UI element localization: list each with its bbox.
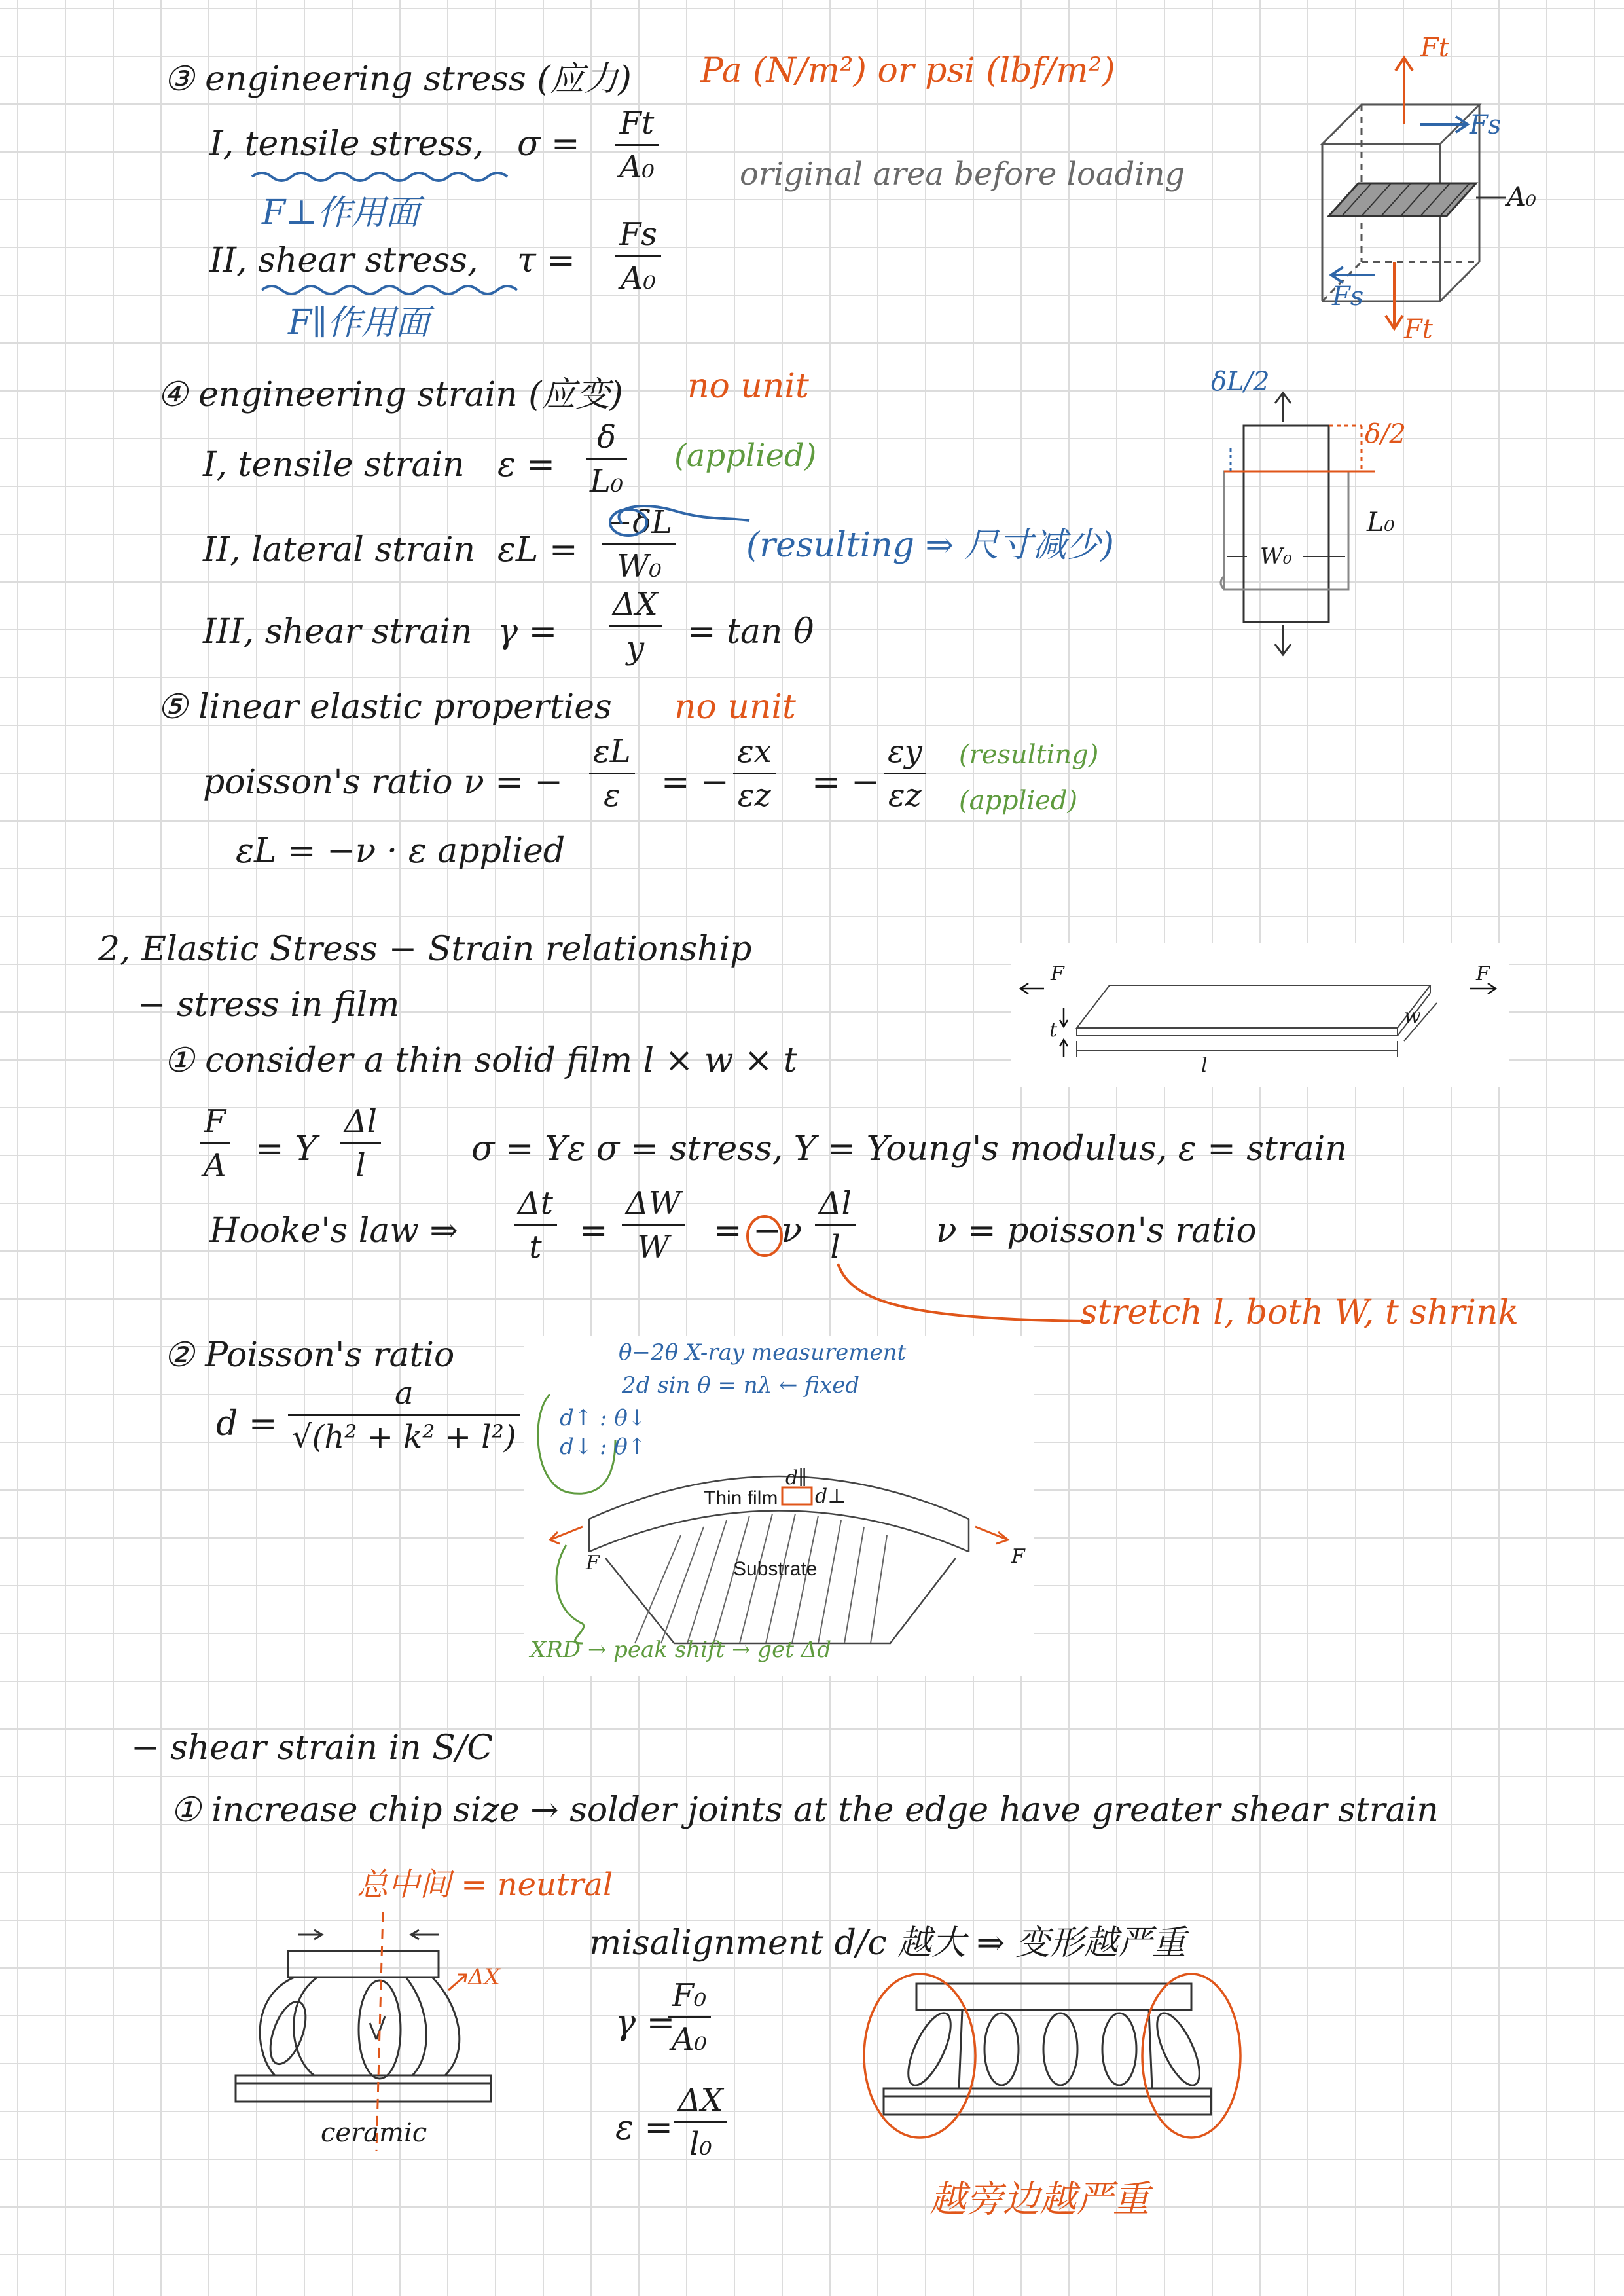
sec4-tensile-note: (applied) xyxy=(674,437,817,474)
sec3-tensile-zh: F⊥作用面 xyxy=(262,193,420,232)
part2-h-eq1: = xyxy=(579,1211,608,1250)
sec5-relation: εL = −ν · ε applied xyxy=(236,831,566,871)
fraction-denominator: L₀ xyxy=(586,458,627,500)
sec3-shear-eq: τ = xyxy=(517,241,575,280)
sec4-tensile-fraction xyxy=(586,419,627,500)
part2-dW-fraction xyxy=(622,1185,685,1266)
sc-item1: ① increase chip size → solder joints at the edge have greater shear strain xyxy=(170,1791,1439,1830)
fraction-denominator: A xyxy=(200,1142,230,1184)
fraction-numerator: εx xyxy=(737,733,772,770)
sc-neutral-note: 总中间 = neutral xyxy=(357,1867,613,1903)
orange-annotation-curve xyxy=(740,1205,1093,1336)
sec3-shear-label: II, shear stress, xyxy=(209,241,478,280)
sec3-units: Pa (N/m²) or psi (lbf/m²) xyxy=(700,51,1115,90)
rod-L0-label: L₀ xyxy=(1367,507,1395,538)
xrd-film-figure xyxy=(524,1336,1034,1676)
solder-joint-sketch xyxy=(223,1899,517,2160)
fraction-denominator: t xyxy=(514,1224,557,1266)
sec3-shear-zh: F∥作用面 xyxy=(288,303,430,342)
part2-stretch-note: stretch l, both W, t shrink xyxy=(1080,1293,1519,1332)
sec4-heading: ④ engineering strain (应变) xyxy=(157,375,623,414)
fraction-numerator: Fs xyxy=(619,216,657,253)
fraction-denominator: y xyxy=(609,625,662,666)
xrd-d-perp: d⊥ xyxy=(815,1485,846,1508)
cube-Ft-bottom: Ft xyxy=(1404,314,1433,344)
sec4-tensile-eq: ε = xyxy=(497,445,556,484)
fraction-numerator: Δt xyxy=(518,1185,553,1222)
fraction-denominator: W xyxy=(622,1224,685,1266)
part2-sigma-def: σ = Yε σ = stress, Y = Young's modulus, ε = strain xyxy=(471,1129,1347,1169)
xrd-F-left: F xyxy=(586,1552,600,1575)
sec4-shear-eq: γ = xyxy=(497,612,558,651)
blue-loop-mark xyxy=(602,501,753,547)
fraction-numerator: ΔX xyxy=(678,2082,723,2119)
xrd-substrate-label: Substrate xyxy=(733,1558,818,1580)
rod-dL-label: δL/2 xyxy=(1211,367,1270,397)
fraction-numerator: a xyxy=(394,1375,414,1412)
sec3-heading: ③ engineering stress (应力) xyxy=(164,60,632,99)
cube-Ft-top: Ft xyxy=(1420,33,1449,63)
fraction-denominator: A₀ xyxy=(615,255,661,297)
fraction-numerator: δ xyxy=(597,419,617,456)
xrd-bracket1: d↑ : θ↓ xyxy=(560,1405,647,1431)
sc-eps-lhs: ε = xyxy=(615,2108,674,2147)
part2-dt-fraction xyxy=(514,1185,557,1266)
part2-item1: ① consider a thin solid film l × w × t xyxy=(164,1041,797,1080)
part2-item2: ② Poisson's ratio xyxy=(164,1336,455,1375)
fraction-numerator: εL xyxy=(593,733,631,770)
fraction-denominator: ε xyxy=(589,773,635,814)
sc-dx-label: ΔX xyxy=(468,1964,500,1990)
part2-dl-fraction xyxy=(340,1103,381,1184)
sc-ceramic-label: ceramic xyxy=(321,2118,427,2148)
sec4-lateral-note: (resulting ⇒ 尺寸减少) xyxy=(746,526,1114,565)
film-w-label: w xyxy=(1404,1005,1421,1028)
part2-h-eq2: = −ν xyxy=(713,1211,803,1250)
part2-d-fraction xyxy=(288,1375,520,1455)
xrd-F-right: F xyxy=(1011,1545,1025,1568)
sec4-shear-label: III, shear strain xyxy=(203,612,473,651)
fraction-numerator: F xyxy=(204,1103,226,1140)
cube-Fs-left: Fs xyxy=(1332,282,1364,312)
chip-edge-sketch xyxy=(857,1958,1250,2174)
part2-FA-fraction xyxy=(200,1103,230,1184)
fraction-denominator: A₀ xyxy=(615,144,659,185)
sec5-heading: ⑤ linear elastic properties xyxy=(157,687,612,727)
sc-edge-note: 越旁边越严重 xyxy=(929,2178,1149,2221)
fraction-numerator: F₀ xyxy=(672,1977,707,2014)
sec3-tensile-label: I, tensile stress, xyxy=(209,124,484,164)
rod-W0-label: W₀ xyxy=(1260,543,1292,570)
rod-strain-diagram xyxy=(1198,367,1407,668)
sec5-fraction-1 xyxy=(589,733,635,814)
thin-film-figure xyxy=(1011,943,1509,1087)
fraction-numerator: −δL xyxy=(606,504,672,541)
sec4-lateral-eq: εL = xyxy=(497,530,578,570)
fraction-denominator: √(h² + k² + l²) xyxy=(288,1414,520,1455)
xrd-d-par: d∥ xyxy=(785,1467,808,1489)
film-l-label: l xyxy=(1201,1054,1208,1077)
blue-underline-wave xyxy=(249,167,524,187)
sc-heading: − shear strain in S/C xyxy=(131,1728,494,1768)
xrd-bracket2: d↓ : θ↑ xyxy=(560,1434,647,1460)
blue-underline-wave xyxy=(259,280,533,300)
fraction-numerator: Ft xyxy=(619,105,655,141)
part2-d-lhs: d = xyxy=(216,1404,278,1444)
fraction-denominator: εz xyxy=(733,773,776,814)
part2-hooke: Hooke's law ⇒ xyxy=(209,1211,458,1250)
fraction-denominator: l₀ xyxy=(674,2121,727,2162)
sec4-shear-fraction xyxy=(609,586,662,666)
part2-nu-def: ν = poisson's ratio xyxy=(936,1211,1257,1250)
sec3-shear-fraction xyxy=(615,216,661,297)
sec4-shear-tail: = tan θ xyxy=(687,612,814,651)
sc-gamma-lhs: γ = xyxy=(615,2003,676,2043)
fraction-denominator: εz xyxy=(884,773,926,814)
fraction-denominator: A₀ xyxy=(668,2016,711,2058)
sec5-heading-note: no unit xyxy=(674,687,796,727)
fraction-denominator: W₀ xyxy=(602,543,676,585)
cube-stress-diagram xyxy=(1296,26,1536,354)
film-t-label: t xyxy=(1049,1019,1058,1042)
sec4-heading-note: no unit xyxy=(687,367,809,406)
sec5-fraction-2 xyxy=(733,733,776,814)
fraction-numerator: Δl xyxy=(344,1103,378,1140)
xrd-thin-film-label: Thin film xyxy=(704,1487,778,1509)
sc-misalign-note: misalignment d/c 越大 ⇒ 变形越严重 xyxy=(589,1923,1186,1963)
sc-eps-fraction xyxy=(674,2082,727,2162)
sec3-tensile-fraction xyxy=(615,105,659,185)
sec5-note-applied: (applied) xyxy=(959,786,1078,816)
fraction-denominator: l xyxy=(815,1224,856,1266)
sec5-eq2: = − xyxy=(661,763,729,802)
sec5-note-resulting: (resulting) xyxy=(959,740,1099,770)
fraction-numerator: Δl xyxy=(819,1185,852,1222)
sec3-tensile-eq: σ = xyxy=(517,124,580,164)
sec3-tensile-note: original area before loading xyxy=(740,156,1185,192)
film-F-right: F xyxy=(1476,962,1490,985)
rod-delta-label: δ/2 xyxy=(1365,419,1407,449)
film-F-left: F xyxy=(1051,962,1064,985)
sec4-lateral-label: II, lateral strain xyxy=(203,530,476,570)
sec4-tensile-label: I, tensile strain xyxy=(203,445,465,484)
part2-eq-mid: = Y xyxy=(255,1129,317,1169)
cube-A0: A₀ xyxy=(1507,182,1536,212)
fraction-denominator: l xyxy=(340,1142,381,1184)
part2-heading: 2, Elastic Stress − Strain relationship xyxy=(98,930,752,969)
sec5-eq3: = − xyxy=(812,763,880,802)
fraction-numerator: ΔX xyxy=(613,586,658,623)
sec5-poisson-lhs: poisson's ratio ν = − xyxy=(203,763,563,802)
cube-Fs-right: Fs xyxy=(1470,110,1502,140)
sec5-fraction-3 xyxy=(884,733,926,814)
fraction-numerator: εy xyxy=(888,733,922,770)
xrd-line2: 2d sin θ = nλ ← fixed xyxy=(622,1372,860,1398)
part2-sub: − stress in film xyxy=(137,985,400,1025)
sc-gamma-fraction xyxy=(668,1977,711,2058)
xrd-line1: θ−2θ X-ray measurement xyxy=(619,1339,907,1366)
xrd-bottom-note: XRD → peak shift → get Δd xyxy=(530,1637,831,1663)
fraction-numerator: ΔW xyxy=(626,1185,681,1222)
